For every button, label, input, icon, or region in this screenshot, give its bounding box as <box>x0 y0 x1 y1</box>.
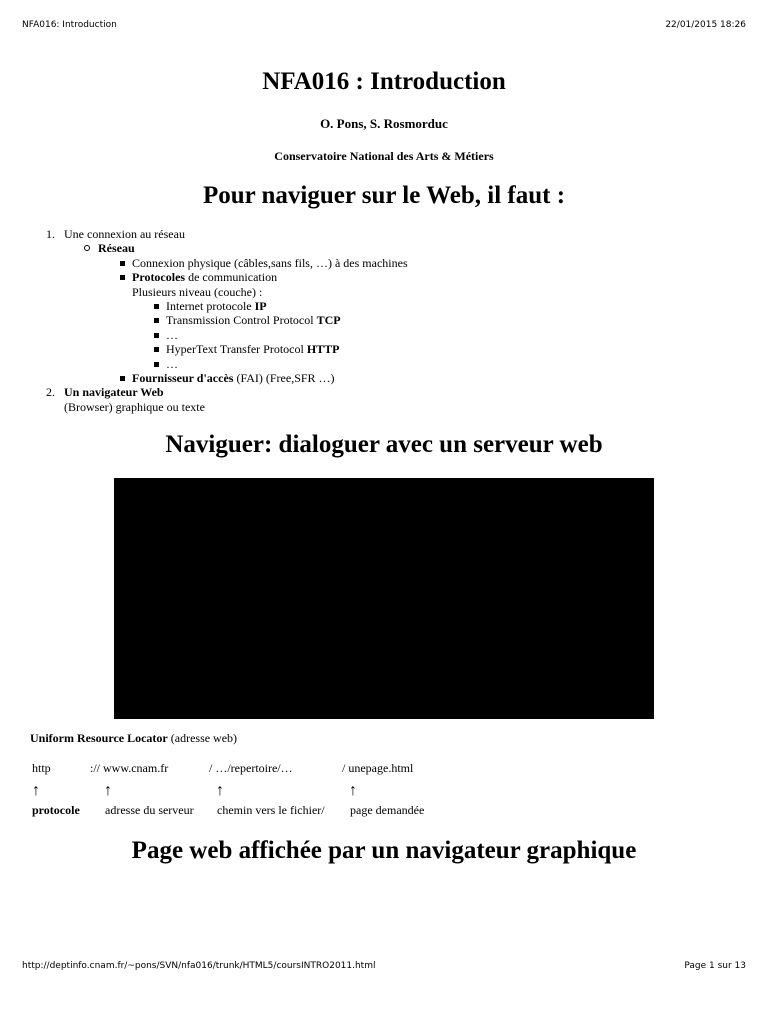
url-label-server: adresse du serveur <box>105 803 194 817</box>
up-arrow-icon: ↑ <box>32 782 40 799</box>
url-definition <box>30 731 237 746</box>
authors: O. Pons, S. Rosmorduc <box>320 116 448 131</box>
url-part-protocol: http <box>32 761 51 775</box>
url-term: Uniform Resource Locator <box>30 731 168 745</box>
url-label-protocol: protocole <box>32 803 80 817</box>
list-item-text: Connexion physique (câbles,sans fils, …) à des machines <box>132 255 408 270</box>
list-item <box>30 385 408 399</box>
list-item-text: (Browser) graphique ou texte <box>64 399 205 414</box>
print-header-title: NFA016: Introduction <box>22 20 117 30</box>
list-item <box>30 227 408 241</box>
list-item <box>30 328 408 342</box>
up-arrow-icon: ↑ <box>104 782 112 799</box>
circle-bullet-icon <box>84 245 90 251</box>
square-bullet-icon <box>120 261 125 266</box>
list-item-text: … <box>166 356 178 371</box>
list-item-continuation <box>30 285 408 299</box>
list-item-text: Transmission Control Protocol <box>166 313 317 328</box>
list-item-bold: TCP <box>316 313 341 328</box>
section-heading-requirements: Pour naviguer sur le Web, il faut : <box>202 182 566 209</box>
list-item-text: … <box>166 327 178 342</box>
list-item-bold: Un navigateur Web <box>64 385 164 400</box>
list-item <box>30 241 408 255</box>
print-footer-page-number: Page 1 sur 13 <box>684 961 746 971</box>
list-item-text: de communication <box>185 270 278 285</box>
requirements-list <box>30 227 408 414</box>
page-title: NFA016 : Introduction <box>262 68 506 95</box>
up-arrow-icon: ↑ <box>216 782 224 799</box>
square-bullet-icon <box>154 333 159 338</box>
institution: Conservatoire National des Arts & Métiers <box>274 149 494 163</box>
list-number: 2. <box>46 385 55 400</box>
list-item <box>30 299 408 313</box>
list-item <box>30 357 408 371</box>
list-item-bold: IP <box>254 299 267 314</box>
list-item-text: Plusieurs niveau (couche) : <box>132 284 263 299</box>
list-item <box>30 256 408 270</box>
url-part-path: / …/repertoire/… <box>209 761 293 775</box>
url-term-gloss: (adresse web) <box>167 731 238 745</box>
square-bullet-icon <box>154 347 159 352</box>
list-item-text: Une connexion au réseau <box>64 227 185 241</box>
list-item-bold: HTTP <box>306 342 340 357</box>
list-number: 1. <box>46 227 55 241</box>
url-label-path: chemin vers le fichier/ <box>217 803 325 817</box>
list-item-text: HyperText Transfer Protocol <box>166 342 307 357</box>
section-heading-rendered-page: Page web affichée par un navigateur graphique <box>131 837 637 864</box>
list-item-bold: Fournisseur d'accès <box>132 371 234 386</box>
list-item <box>30 313 408 327</box>
square-bullet-icon <box>154 362 159 367</box>
list-item-text: (FAI) (Free,SFR …) <box>233 371 335 386</box>
list-item-text: Réseau <box>98 241 135 256</box>
square-bullet-icon <box>154 318 159 323</box>
list-item-text: Internet protocole <box>166 299 255 314</box>
square-bullet-icon <box>120 376 125 381</box>
list-item <box>30 371 408 385</box>
list-item <box>30 342 408 356</box>
print-footer-url: http://deptinfo.cnam.fr/~pons/SVN/nfa016/trunk/HTML5/coursINTRO2011.html <box>22 961 376 971</box>
up-arrow-icon: ↑ <box>349 782 357 799</box>
square-bullet-icon <box>154 304 159 309</box>
list-item-bold: Protocoles <box>132 270 186 285</box>
list-item <box>30 270 408 284</box>
url-part-page: / unepage.html <box>342 761 414 775</box>
diagram-image <box>114 478 654 719</box>
print-header-datetime: 22/01/2015 18:26 <box>665 20 746 30</box>
section-heading-dialogue: Naviguer: dialoguer avec un serveur web <box>165 431 603 458</box>
url-part-server: :// www.cnam.fr <box>90 761 169 775</box>
list-item-continuation <box>30 400 408 414</box>
url-label-page: page demandée <box>350 803 425 817</box>
square-bullet-icon <box>120 275 125 280</box>
